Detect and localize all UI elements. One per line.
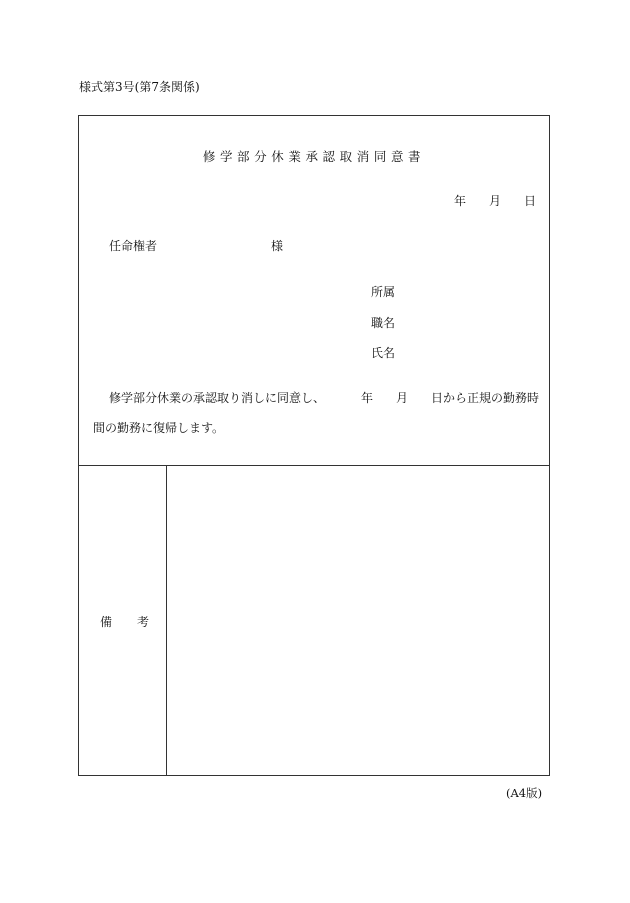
remarks-column-divider xyxy=(166,465,167,775)
remarks-label-char1: 備 xyxy=(100,615,113,629)
date-year-label: 年 xyxy=(454,194,467,208)
statement-line2: 間の勤務に復帰します。 xyxy=(93,421,225,435)
paper-size-note: (A4版) xyxy=(506,786,543,800)
addressee-honorific: 様 xyxy=(271,239,284,253)
consent-form-frame xyxy=(78,115,550,776)
name-label: 氏名 xyxy=(371,346,396,360)
position-label: 職名 xyxy=(371,316,396,330)
section-divider xyxy=(79,465,549,466)
statement-line1-end: 日から正規の勤務時 xyxy=(431,391,540,405)
affiliation-label: 所属 xyxy=(371,285,396,299)
date-day-label: 日 xyxy=(524,194,537,208)
remarks-label-char2: 考 xyxy=(137,615,150,629)
statement-line1-start: 修学部分休業の承認取り消しに同意し、 xyxy=(109,391,326,405)
date-month-label: 月 xyxy=(489,194,502,208)
addressee-label: 任命権者 xyxy=(109,239,158,253)
document-title: 修学部分休業承認取消同意書 xyxy=(202,149,426,164)
statement-year-label: 年 xyxy=(361,391,374,405)
form-number: 様式第3号(第7条関係) xyxy=(79,80,200,94)
statement-month-label: 月 xyxy=(396,391,409,405)
